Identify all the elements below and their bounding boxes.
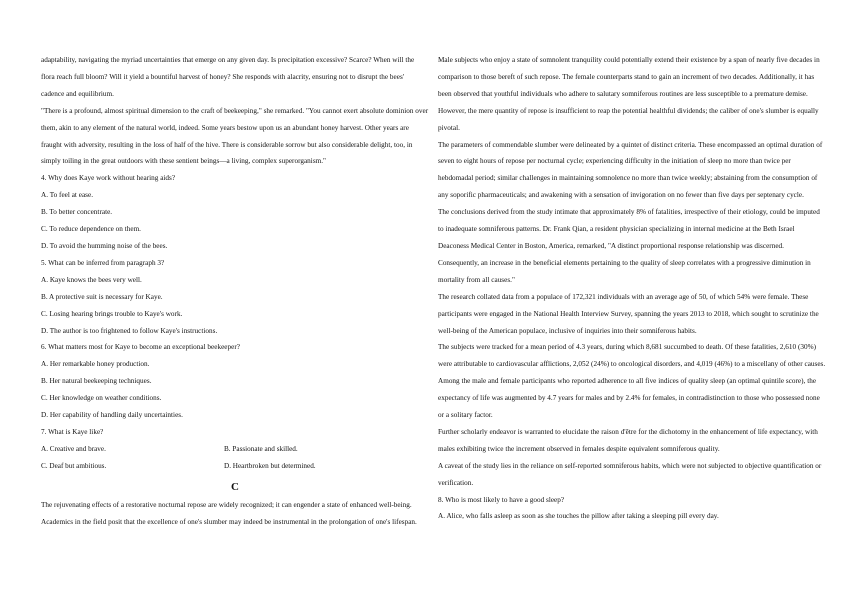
right-column [438, 52, 826, 525]
passage-paragraph: A caveat of the study lies in the reliance on self-reported somniferous habits, which were not subjected to objective quantification or verification. [438, 461, 822, 487]
passage-paragraph: "There is a profound, almost spiritual dimension to the craft of beekeeping," she remarked. "You cannot exert absolute dominion over them, akin to any element of the natural world, indeed. Some years bestow upon us an abundant honey harvest. Other years are fraught with adversity, resulting in the loss of half of the hive. There is considerable sorrow but also considerable delight, too, in simply toiling in the great outdoors with these sentient beings—a living, complex superorganism." [41, 106, 429, 166]
q4-option-c: C. To reduce dependence on them. [41, 225, 141, 234]
section-heading: C [231, 480, 239, 493]
q4-option-d: D. To avoid the humming noise of the bees. [41, 241, 168, 250]
q7-option-d: D. Heartbroken but determined. [224, 461, 316, 470]
q7-option-c: C. Deaf but ambitious. [41, 461, 107, 470]
q4-option-a: A. To feel at ease. [41, 191, 94, 200]
passage-paragraph: Further scholarly endeavor is warranted to elucidate the raison d'être for the dichotomy in the enhancement of life expectancy, with males exhibiting twice the increment observed in females despite equivalent somniferous quality. [438, 427, 818, 453]
q7-options-row-2 [41, 458, 429, 475]
q7-options-row-1 [41, 441, 429, 458]
q7-option-b: B. Passionate and skilled. [224, 444, 298, 453]
question-8: 8. Who is most likely to have a good sleep? [438, 495, 565, 504]
question-4: 4. Why does Kaye work without hearing aids? [41, 174, 176, 183]
passage-paragraph: adaptability, navigating the myriad uncertainties that emerge on any given day. Is precipitation excessive? Scarce? When will the flora reach full bloom? Will it yield a bountiful harvest of honey? She responds with alacrity, ensuring not to disrupt the bees' cadence and equilibrium. [41, 56, 415, 98]
passage-paragraph: The conclusions derived from the study intimate that approximately 8% of fatalities, irrespective of their etiology, could be imputed to inadequate somniferous patterns. Dr. Frank Qian, a resident physician specializing in internal medicine at the Beth Israel Deaconess Medical Center in Boston, America, remarked, "A distinct proportional response relationship was discerned. Consequently, an increase in the beneficial elements pertaining to the quality of sleep correlates with a progressive diminution in mortality from all causes." [438, 208, 820, 284]
passage-paragraph: The parameters of commendable slumber were delineated by a quintet of distinct criteria. These encompassed an optimal duration of seven to eight hours of repose per nocturnal cycle; experiencing difficulty in the initiation of sleep no more than twice per hebdomadal period; similar challenges in maintaining somnolence no more than twice weekly; abstaining from the consumption of any soporific pharmaceuticals; and awakening with a sensation of invigoration on no fewer than five days per septenary cycle. [438, 140, 823, 200]
passage-paragraph: The research collated data from a populace of 172,321 individuals with an average age of 50, of which 54% were female. These participants were engaged in the National Health Interview Survey, spanning the years 2013 to 2018, which sought to scrutinize the well-being of the American populace, inclusive of inquiries into their somniferous habits. [438, 292, 819, 335]
q4-option-b: B. To better concentrate. [41, 208, 113, 217]
question-7: 7. What is Kaye like? [41, 427, 104, 436]
q8-option-a: A. Alice, who falls asleep as soon as she touches the pillow after taking a sleeping pill every day. [438, 512, 719, 521]
q5-option-d: D. The author is too frightened to follow Kaye's instructions. [41, 326, 218, 335]
passage-paragraph: Male subjects who enjoy a state of somnolent tranquility could potentially extend their existence by a span of nearly five decades in comparison to those bereft of such repose. The female counterparts stand to gain an increment of two decades. Additionally, it has been observed that youthful individuals who adhere to salutary somniferous routines are less susceptible to a premature demise. However, the mere quantity of repose is insufficient to reap the potential healthful dividends; the caliber of one's slumber is equally pivotal. [438, 56, 820, 132]
q7-option-a: A. Creative and brave. [41, 444, 106, 453]
q5-option-a: A. Kaye knows the bees very well. [41, 275, 142, 284]
q6-option-c: C. Her knowledge on weather conditions. [41, 394, 162, 403]
q5-option-c: C. Losing hearing brings trouble to Kaye's work. [41, 309, 183, 318]
passage-paragraph: The rejuvenating effects of a restorative nocturnal repose are widely recognized; it can engender a state of enhanced well-being. Academics in the field posit that the excellence of one's slumber may indeed be instrumental in the prolongation of one's lifespan. [41, 500, 417, 526]
left-column [41, 52, 429, 530]
question-5: 5. What can be inferred from paragraph 3? [41, 258, 165, 267]
q6-option-d: D. Her capability of handling daily uncertainties. [41, 411, 183, 420]
q5-option-b: B. A protective suit is necessary for Kaye. [41, 292, 163, 301]
q6-option-a: A. Her remarkable honey production. [41, 360, 150, 369]
passage-paragraph: The subjects were tracked for a mean period of 4.3 years, during which 8,681 succumbed to death. Of these fatalities, 2,610 (30%) were attributable to cardiovascular afflictions, 2,052 (24%) to oncological disorders, and 4,019 (46%) to a miscellany of other causes. Among the male and female participants who reported adherence to all five indices of quality sleep (an optimal quintile score), the expectancy of life was augmented by 4.7 years for males and by 2.4% for females, in contradistinction to those who possessed none or a solitary factor. [438, 343, 826, 420]
question-6: 6. What matters most for Kaye to become an exceptional beekeeper? [41, 343, 240, 352]
q6-option-b: B. Her natural beekeeping techniques. [41, 377, 152, 386]
